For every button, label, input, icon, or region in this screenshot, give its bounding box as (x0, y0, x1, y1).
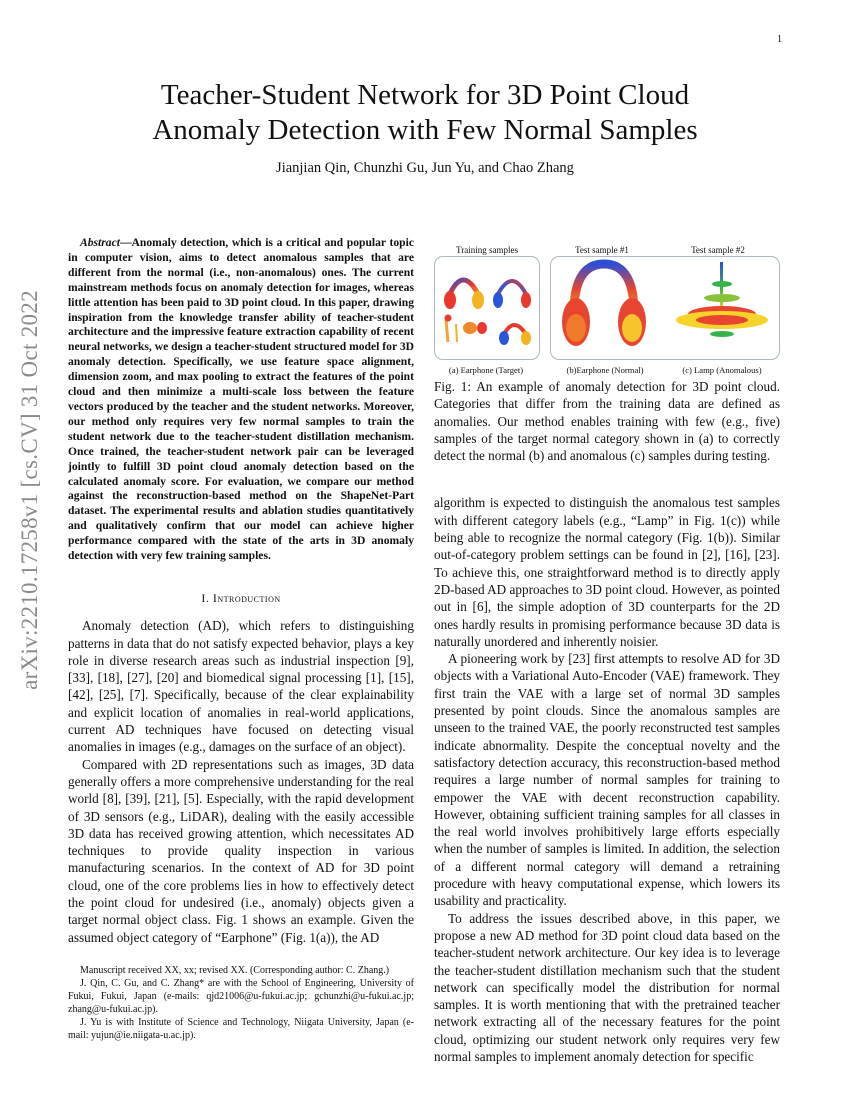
footnote-manuscript: Manuscript received XX, xx; revised XX. (Corresponding author: C. Zhang.) (80, 965, 390, 976)
right-paragraph-2: A pioneering work by [23] first attempts to resolve AD for 3D objects with a Variational Auto-Encoder (VAE) framework. They first train the VAE with a large set of normal 3D samples presented by point clouds. Since the anomalous samples are unseen to the trained VAE, the poorly reconstructed test samples indicate abnormality. Despite the conceptual novelty and the satisfactory detection accuracy, this reconstruction-based method requires a large number of normal samples for training to empower the VAE with decent reconstruction capability. However, obtaining sufficient training samples for all classes in the real world involves prohibitively large efforts especially when the number of samples is limited. In addition, the selection of a different normal category will demand a retraining procedure with heavy computational expense, which lowers its usability and practicality. (434, 651, 780, 909)
page-number: 1 (777, 34, 782, 45)
arxiv-stamp-text: arXiv:2210.17258v1 [cs.CV] 31 Oct 2022 (17, 290, 43, 690)
paper-title-line-2: Anomaly Detection with Few Normal Samples (152, 114, 698, 146)
figure-sub-a: (a) Earphone (Target) (448, 365, 524, 375)
abstract (68, 236, 414, 564)
right-column (434, 236, 780, 1065)
figure-sub-c: (c) Lamp (Anomalous) (682, 365, 762, 375)
author-list: Jianjian Qin, Chunzhi Gu, Jun Yu, and Chao Zhang (276, 160, 574, 176)
intro-paragraph-2: Compared with 2D representations such as images, 3D data generally offers a more comprehensive understanding for the real world [8], [39], [21], [5]. Especially, with the rapid development of 3D sensors (e.g., LiDAR), dealing with the easily accessible 3D data has received growing attention, which necessitates AD techniques to provide quality inspection in various manufacturing scenarios. In the context of AD for 3D point cloud, one of the core problems lies in how to effectively detect the point cloud for undesired (i.e., anomaly) objects given a target normal object class. Fig. 1 shows an example. Given the assumed object category of “Earphone” (Fig. 1(a)), the AD (68, 756, 414, 945)
figure-head-test1: Test sample #1 (575, 245, 629, 255)
footnote-affiliation-2: J. Yu is with Institute of Science and Technology, Niigata University, Japan (e-mail: yujun@ie.niigata-u.ac.jp). (68, 1017, 414, 1041)
intro-paragraph-1: Anomaly detection (AD), which refers to distinguishing patterns in data that do not satisfy expected behavior, plays a key role in diverse research areas such as industrial inspection [9], [33], [18], [27], [20] and biomedical signal processing [1], [15], [42], [25], [7]. Specifically, because of the clear explainability and explicit location of anomalies in real-world applications, current AD techniques have focused on detecting visual anomalies in images (e.g., damages on the surface of an object). (68, 618, 414, 755)
footnote-affiliation-1: J. Qin, C. Gu, and C. Zhang* are with the School of Engineering, University of Fukui, Fukui, Japan (e-mails: qjd21006@u-fukui.ac.jp; gchunzhi@u-fukui.ac.jp; zhang@u-fukui.ac.jp). (68, 978, 414, 1015)
paper-title-line-1: Teacher-Student Network for 3D Point Cloud (160, 79, 690, 111)
right-paragraph-3: To address the issues described above, in this paper, we propose a new AD method for 3D point cloud data based on the teacher-student network architecture. Our key idea is to leverage the teacher-student distillation mechanism such that the student network can specifically model the distribution for normal samples. It is worth mentioning that with the pretrained teacher network extracting all of the necessary features for the point cloud, optimizing our student network only requires very few normal samples to implement anomaly detection for specific (434, 910, 780, 1064)
figure-head-test2: Test sample #2 (691, 245, 745, 255)
figure-head-training: Training samples (456, 245, 518, 255)
training-earphones-image (438, 258, 538, 356)
arxiv-stamp (10, 290, 50, 690)
figure-caption: Fig. 1: An example of anomaly detection for 3D point cloud. Categories that differ from the training data are defined as anomalies. Our method enables training with few (e.g., five) samples of the target normal category shown in (a) to correctly detect the normal (b) and anomalous (c) samples during testing. (434, 379, 780, 464)
left-column (68, 236, 414, 946)
section-heading-introduction: I. Introduction (201, 590, 281, 605)
right-body-text (434, 494, 780, 1065)
test-earphone-image (556, 258, 652, 356)
right-paragraph-1: algorithm is expected to distinguish the anomalous test samples with different category labels (e.g., “Lamp” in Fig. 1(c)) while being able to recognize the normal category (Fig. 1(b)). Similar out-of-category problem settings can be found in [2], [16], [23]. To achieve this, one straightforward method is to directly apply 2D-based AD approaches to 3D point cloud. However, as pointed out in [6], the simple adoption of 3D counterparts for the 2D ones hardly results in promising performance because 3D data is naturally unordered and inherently noisier. (434, 495, 780, 649)
test-lamp-image (670, 258, 774, 356)
figure-sub-b: (b)Earphone (Normal) (566, 365, 644, 375)
footnotes (68, 964, 414, 1042)
abstract-text: —Anomaly detection, which is a critical and popular topic in computer vision, aims to detect anomalous samples that are different from the normal (i.e., non-anomalous) ones. The current mainstream methods focus on anomaly detection for images, whereas little attention has been paid to 3D point cloud. In this paper, drawing inspiration from the knowledge transfer ability of teacher-student architecture and the impressive feature extraction capability of recent neural networks, we design a teacher-student structured model for 3D anomaly detection. Specifically, we use feature space alignment, dimension zoom, and max pooling to extract the features of the point cloud and then minimize a multi-scale loss between the feature vectors produced by the teacher and the student networks. Moreover, our method only requires very few normal samples to train the student network due to the teacher-student distillation mechanism. Once trained, the teacher-student network pair can be leveraged jointly to fulfill 3D point cloud anomaly detection based on the calculated anomaly score. For evaluation, we compare our method against the reconstruction-based method on the ShapeNet-Part dataset. The experimental results and ablation studies quantitatively and qualitatively confirm that our model can achieve higher performance compared with the state of the arts in 3D anomaly detection with very few training samples. (68, 236, 414, 563)
paper-title (80, 78, 770, 148)
figure-1 (434, 236, 780, 378)
abstract-lead: Abstract (80, 236, 120, 249)
